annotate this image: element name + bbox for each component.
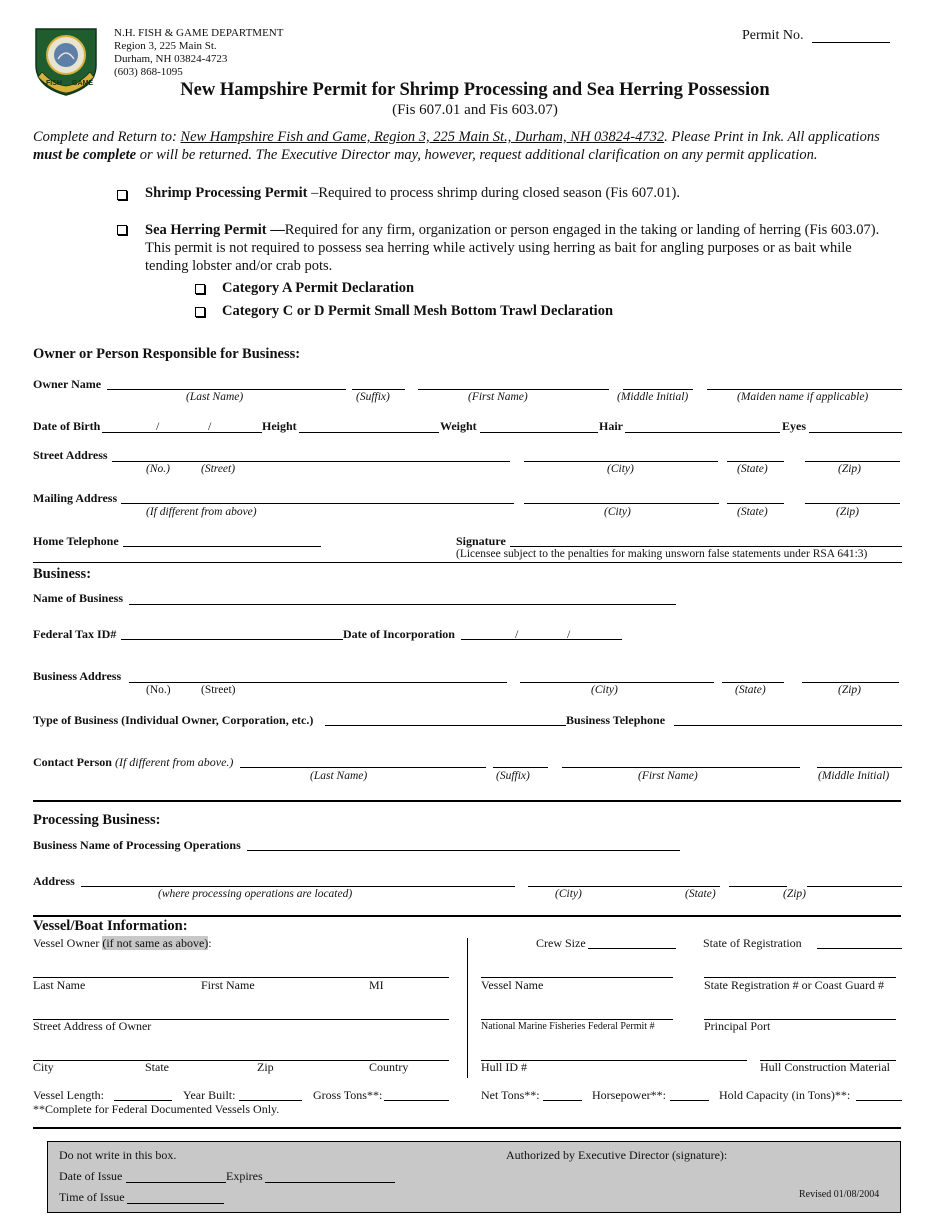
business-name-label: Name of Business	[33, 591, 124, 605]
vessel-last-name-label: Last Name	[33, 978, 86, 992]
svg-text:GAME: GAME	[72, 80, 93, 87]
owner-maiden-name-field[interactable]	[707, 389, 902, 390]
permit-no-field[interactable]	[812, 42, 890, 43]
business-state-caption: (State)	[735, 684, 766, 696]
if-different-caption: (If different from above)	[146, 506, 257, 518]
federal-tax-id-label: Federal Tax ID#	[33, 627, 117, 641]
eyes-label: Eyes	[782, 419, 806, 433]
agency-name: N.H. FISH & GAME DEPARTMENT	[114, 27, 284, 39]
mailing-city-field[interactable]	[524, 503, 719, 504]
form-title: New Hampshire Permit for Shrimp Processing and Sea Herring Possession	[180, 80, 770, 100]
no-caption: (No.)	[146, 463, 170, 475]
inc-slash-1: /	[515, 627, 519, 641]
business-city-field[interactable]	[520, 682, 714, 683]
crew-size-label: Crew Size	[536, 936, 586, 950]
category-cd-label: Category C or D Permit Small Mesh Bottom Trawl Declaration	[222, 303, 614, 319]
net-tons-field[interactable]	[543, 1100, 582, 1101]
date-of-issue-label: Date of Issue	[59, 1169, 123, 1183]
dob-label: Date of Birth	[33, 419, 101, 433]
hair-label: Hair	[599, 419, 623, 433]
nmf-permit-field[interactable]	[481, 1019, 673, 1020]
processing-address-field[interactable]	[81, 886, 515, 887]
federal-vessel-note: **Complete for Federal Documented Vessels Only.	[33, 1102, 280, 1116]
mailing-zip-caption: (Zip)	[836, 506, 859, 518]
contact-middle-initial-caption: (Middle Initial)	[818, 770, 890, 782]
street-caption: (Street)	[201, 463, 236, 475]
agency-phone: (603) 868-1095	[114, 66, 183, 78]
gross-tons-field[interactable]	[384, 1100, 449, 1101]
middle-initial-caption: (Middle Initial)	[617, 391, 689, 403]
street-address-label: Street Address	[33, 448, 108, 462]
signature-note: (Licensee subject to the penalties for making unsworn false statements under RSA 641:3)	[456, 548, 868, 560]
herring-permit-checkbox[interactable]	[117, 225, 127, 235]
city-caption: (City)	[607, 463, 634, 475]
business-zip-caption: (Zip)	[838, 684, 861, 696]
owner-section-divider	[33, 562, 902, 563]
horsepower-label: Horsepower**:	[592, 1088, 666, 1102]
vessel-zip-label: Zip	[257, 1060, 274, 1074]
mailing-zip-field[interactable]	[805, 503, 900, 504]
home-telephone-label: Home Telephone	[33, 534, 119, 548]
authorized-by-label: Authorized by Executive Director (signature):	[506, 1148, 728, 1162]
owner-last-name-field[interactable]	[107, 389, 346, 390]
state-registration-label: State of Registration	[703, 936, 802, 950]
street-state-field[interactable]	[727, 461, 784, 462]
business-type-field[interactable]	[325, 725, 566, 726]
processing-state-caption: (State)	[685, 888, 716, 900]
processing-city-caption: (City)	[555, 888, 582, 900]
vessel-state-label: State	[145, 1060, 169, 1074]
contact-middle-initial-field[interactable]	[817, 767, 902, 768]
principal-port-label: Principal Port	[704, 1019, 771, 1033]
street-city-field[interactable]	[524, 461, 718, 462]
vessel-length-field[interactable]	[114, 1100, 172, 1101]
contact-first-name-field[interactable]	[562, 767, 800, 768]
hull-material-label: Hull Construction Material	[760, 1060, 890, 1074]
street-zip-field[interactable]	[805, 461, 900, 462]
shrimp-permit-option: Shrimp Processing Permit –Required to process shrimp during closed season (Fis 607.01).	[145, 185, 680, 201]
hair-field[interactable]	[625, 432, 780, 433]
zip-caption: (Zip)	[838, 463, 861, 475]
year-built-field[interactable]	[239, 1100, 302, 1101]
business-address-field[interactable]	[129, 682, 507, 683]
category-a-label: Category A Permit Declaration	[222, 280, 415, 296]
mailing-state-field[interactable]	[727, 503, 784, 504]
contact-suffix-field[interactable]	[493, 767, 548, 768]
business-section-heading: Business:	[33, 566, 92, 582]
contact-suffix-caption: (Suffix)	[496, 770, 530, 782]
time-of-issue-label: Time of Issue	[59, 1190, 125, 1204]
business-zip-field[interactable]	[802, 682, 899, 683]
processing-zip-caption: (Zip)	[783, 888, 806, 900]
agency-address-line2: Durham, NH 03824-4723	[114, 53, 228, 65]
owner-suffix-field[interactable]	[352, 389, 405, 390]
inc-slash-2: /	[567, 627, 571, 641]
weight-label: Weight	[440, 419, 477, 433]
business-state-field[interactable]	[722, 682, 784, 683]
suffix-caption: (Suffix)	[356, 391, 390, 403]
permit-no-label: Permit No.	[742, 28, 804, 43]
revised-date: Revised 01/08/2004	[799, 1189, 880, 1200]
mailing-address-label: Mailing Address	[33, 491, 118, 505]
net-tons-label: Net Tons**:	[481, 1088, 540, 1102]
category-a-checkbox[interactable]	[195, 284, 205, 294]
mailing-address-field[interactable]	[121, 503, 514, 504]
agency-address-line1: Region 3, 225 Main St.	[114, 40, 217, 52]
processing-address-label: Address	[33, 874, 75, 888]
vessel-length-label: Vessel Length:	[33, 1088, 104, 1102]
instructions: Complete and Return to: New Hampshire Fish and Game, Region 3, 225 Main St., Durham, NH 03824-4732. Please Print in Ink. All applications must be complete or will be returned. The Executive Director may, however, request additional clarification on any permit application.	[33, 129, 880, 163]
vessel-first-name-label: First Name	[201, 978, 255, 992]
dob-slash-1: /	[156, 419, 160, 433]
svg-text:FISH: FISH	[46, 80, 62, 87]
processing-name-label: Business Name of Processing Operations	[33, 838, 241, 852]
expires-field[interactable]	[265, 1182, 395, 1183]
processing-section-divider	[33, 915, 901, 917]
processing-section-heading: Processing Business:	[33, 812, 161, 828]
contact-last-name-field[interactable]	[240, 767, 486, 768]
time-of-issue-field[interactable]	[127, 1203, 224, 1204]
business-section-divider	[33, 800, 901, 802]
hold-capacity-label: Hold Capacity (in Tons)**:	[719, 1088, 851, 1102]
nmf-permit-label: National Marine Fisheries Federal Permit #	[481, 1021, 655, 1032]
mailing-state-caption: (State)	[737, 506, 768, 518]
business-type-label: Type of Business (Individual Owner, Corporation, etc.)	[33, 713, 314, 727]
signature-label: Signature	[456, 534, 506, 548]
shrimp-permit-checkbox[interactable]	[117, 190, 127, 200]
date-of-issue-field[interactable]	[126, 1182, 226, 1183]
vessel-column-divider	[467, 938, 468, 1078]
expires-label: Expires	[226, 1169, 263, 1183]
business-city-caption: (City)	[591, 684, 618, 696]
vessel-country-label: Country	[369, 1060, 409, 1074]
incorporation-date-field[interactable]	[461, 639, 622, 640]
incorporation-date-label: Date of Incorporation	[343, 627, 455, 641]
vessel-name-label: Vessel Name	[481, 978, 544, 992]
contact-last-name-caption: (Last Name)	[310, 770, 368, 782]
first-name-caption: (First Name)	[468, 391, 528, 403]
year-built-label: Year Built:	[183, 1088, 236, 1102]
dob-field[interactable]	[102, 432, 262, 433]
business-telephone-field[interactable]	[674, 725, 902, 726]
office-use-box	[47, 1141, 901, 1213]
height-label: Height	[262, 419, 297, 433]
contact-person-label: Contact Person (If different from above.)	[33, 755, 234, 769]
business-telephone-label: Business Telephone	[566, 713, 666, 727]
processing-city-field[interactable]	[528, 886, 720, 887]
gross-tons-label: Gross Tons**:	[313, 1088, 383, 1102]
vessel-owner-street-label: Street Address of Owner	[33, 1019, 152, 1033]
form-subtitle: (Fis 607.01 and Fis 603.07)	[392, 102, 558, 118]
owner-middle-initial-field[interactable]	[623, 389, 693, 390]
state-caption: (State)	[737, 463, 768, 475]
street-address-field[interactable]	[112, 461, 510, 462]
federal-tax-id-field[interactable]	[121, 639, 343, 640]
vessel-owner-label: Vessel Owner (if not same as above):	[33, 936, 212, 950]
crew-size-field[interactable]	[588, 948, 676, 949]
signature-field[interactable]	[510, 546, 902, 547]
maiden-name-caption: (Maiden name if applicable)	[737, 391, 869, 403]
horsepower-field[interactable]	[670, 1100, 709, 1101]
height-field[interactable]	[299, 432, 439, 433]
mailing-city-caption: (City)	[604, 506, 631, 518]
hold-capacity-field[interactable]	[856, 1100, 902, 1101]
owner-section-heading: Owner or Person Responsible for Business:	[33, 346, 301, 362]
vessel-city-label: City	[33, 1060, 54, 1074]
hull-id-label: Hull ID #	[481, 1060, 527, 1074]
business-street-caption: (Street)	[201, 684, 236, 696]
herring-permit-option: Sea Herring Permit —Required for any firm, organization or person engaged in the taking or landing of herring (Fis 603.07). This permit is not required to possess sea herring while actively using herring as bait for angling purposes or as bait while tending lobster and/or crab pots.	[145, 222, 880, 274]
processing-where-caption: (where processing operations are located)	[158, 888, 353, 900]
do-not-write-note: Do not write in this box.	[59, 1148, 177, 1162]
vessel-mi-label: MI	[369, 978, 384, 992]
weight-field[interactable]	[480, 432, 598, 433]
business-name-field[interactable]	[129, 604, 676, 605]
vessel-section-divider	[33, 1127, 901, 1129]
vessel-section-heading: Vessel/Boat Information:	[33, 918, 188, 934]
home-telephone-field[interactable]	[123, 546, 321, 547]
state-registration-number-label: State Registration # or Coast Guard #	[704, 978, 884, 992]
business-address-label: Business Address	[33, 669, 122, 683]
eyes-field[interactable]	[809, 432, 902, 433]
owner-name-label: Owner Name	[33, 377, 102, 391]
category-cd-checkbox[interactable]	[195, 307, 205, 317]
owner-first-name-field[interactable]	[418, 389, 609, 390]
state-registration-field[interactable]	[817, 948, 902, 949]
processing-name-field[interactable]	[247, 850, 680, 851]
contact-first-name-caption: (First Name)	[638, 770, 698, 782]
business-no-caption: (No.)	[146, 684, 171, 696]
dob-slash-2: /	[208, 419, 212, 433]
processing-state-field[interactable]	[729, 886, 787, 887]
last-name-caption: (Last Name)	[186, 391, 244, 403]
processing-zip-field[interactable]	[807, 886, 902, 887]
